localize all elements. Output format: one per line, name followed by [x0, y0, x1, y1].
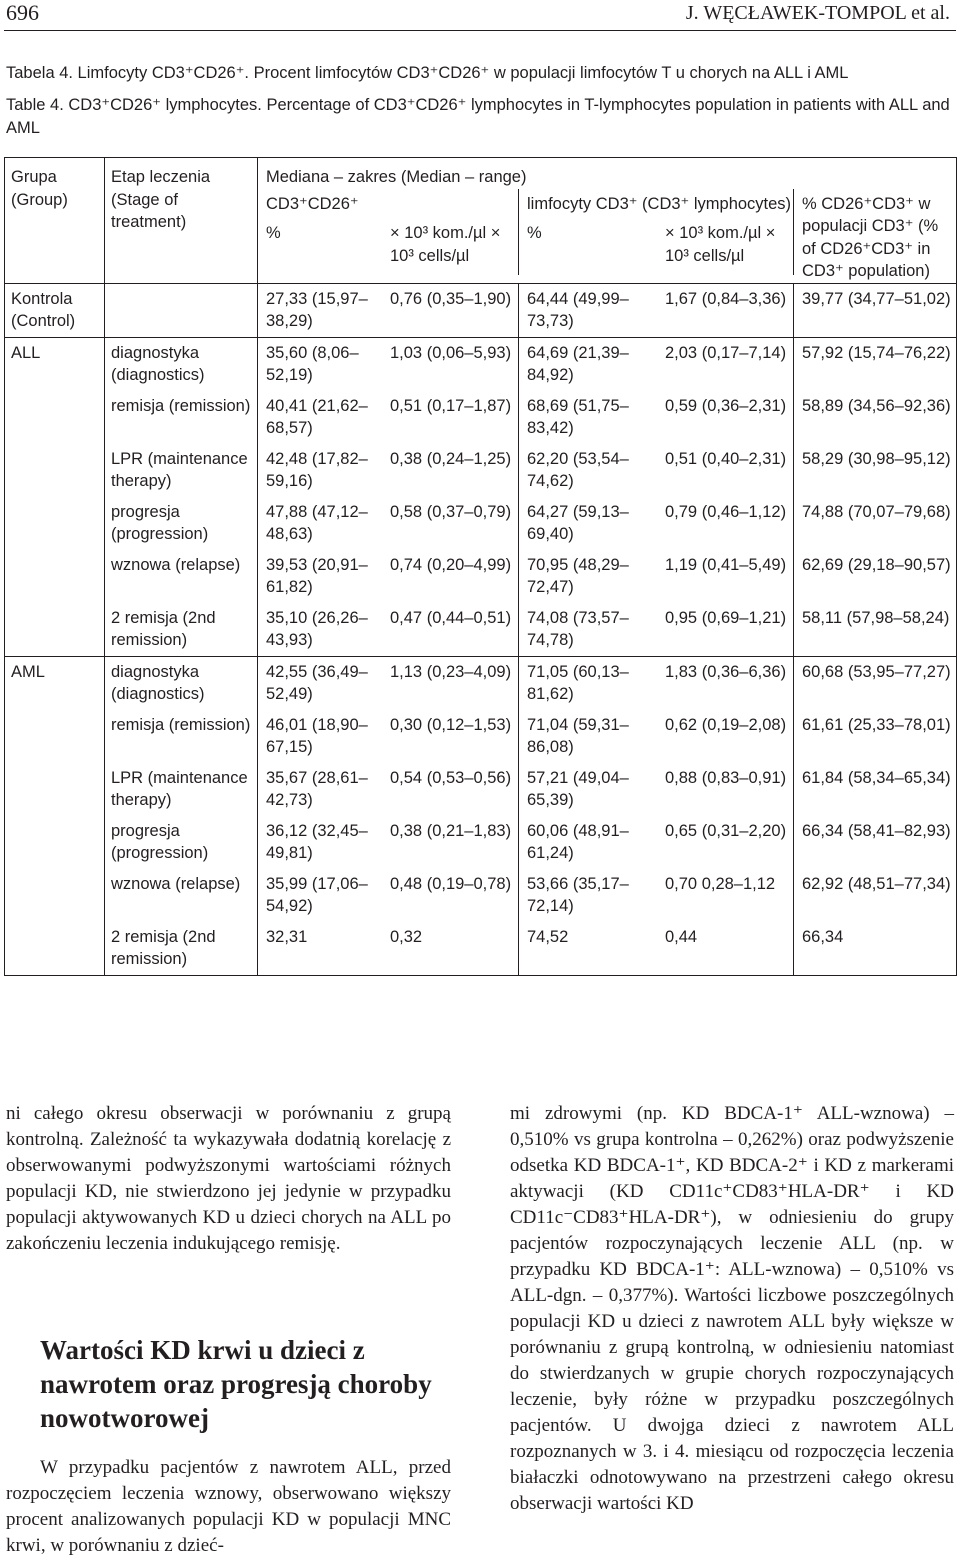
header-count-1: × 10³ kom./µl × 10³ cells/µl [382, 219, 519, 275]
cell-v4: 0,44 [657, 922, 794, 976]
cell-v1: 36,12 (32,45–49,81) [266, 821, 368, 862]
cell-v3: 64,44 (49,99–73,73) [519, 283, 658, 337]
cell-v4: 0,70 0,28–1,12 [657, 869, 794, 922]
data-table [4, 157, 957, 976]
cell-v3: 64,27 (59,13–69,40) [527, 502, 629, 543]
cell-group: Kontrola (Control) [5, 283, 105, 337]
cell-v4: 0,62 (0,19–2,08) [657, 710, 794, 763]
cell-v2: 0,48 (0,19–0,78) [382, 869, 519, 922]
cell-v4: 1,83 (0,36–6,36) [657, 656, 794, 710]
cell-stage: wznowa (relapse) [105, 550, 258, 603]
cell-v5: 66,34 (58,41–82,93) [802, 821, 951, 840]
table-row [5, 603, 957, 657]
cell-stage: 2 remisja (2nd remission) [105, 603, 258, 657]
cell-v1: 35,10 (26,26–43,93) [266, 608, 368, 649]
cell-group: ALL [5, 337, 105, 656]
cell-stage: 2 remisja (2nd remission) [105, 922, 258, 976]
cell-v5: 58,11 (57,98–58,24) [802, 608, 950, 627]
cell-v3: 64,69 (21,39–84,92) [519, 337, 658, 391]
cell-v5: 62,69 (29,18–90,57) [802, 555, 951, 574]
cell-v3: 57,21 (49,04–65,39) [527, 768, 629, 809]
header-count-2: × 10³ kom./µl × 10³ cells/µl [657, 219, 794, 275]
cell-v4: 0,65 (0,31–2,20) [657, 816, 794, 869]
header-lymphocytes: limfocyty CD3⁺ (CD3⁺ lymphocytes) [519, 189, 794, 220]
cell-v3: 74,08 (73,57–74,78) [527, 608, 629, 649]
cell-v3: 74,52 [527, 927, 569, 946]
cell-stage: diagnostyka (diagnostics) [105, 337, 258, 391]
cell-v5: 57,92 (15,74–76,22) [794, 337, 957, 391]
cell-v2: 1,03 (0,06–5,93) [382, 337, 519, 391]
cell-v5: 61,61 (25,33–78,01) [802, 715, 951, 734]
cell-v4: 0,95 (0,69–1,21) [657, 603, 794, 657]
table-body [5, 283, 957, 975]
cell-v4: 2,03 (0,17–7,14) [657, 337, 794, 391]
cell-v2: 0,38 (0,24–1,25) [382, 444, 519, 497]
cell-stage: remisja (remission) [105, 391, 258, 444]
table-row [5, 763, 957, 816]
cell-v2: 0,76 (0,35–1,90) [382, 283, 519, 337]
section-heading: Wartości KD krwi u dzieci z nawrotem oraz progresją choroby nowotworowej [40, 1335, 432, 1433]
cell-v2: 1,13 (0,23–4,09) [382, 656, 519, 710]
cell-v2: 0,47 (0,44–0,51) [382, 603, 519, 657]
cell-v1: 42,55 (36,49–52,49) [258, 656, 383, 710]
header-group: Grupa (Group) [5, 158, 105, 284]
cell-v1: 47,88 (47,12–48,63) [266, 502, 368, 543]
cell-v1: 27,33 (15,97–38,29) [258, 283, 383, 337]
cell-v1: 32,31 [266, 927, 308, 946]
cell-v4: 0,88 (0,83–0,91) [657, 763, 794, 816]
cell-v4: 0,59 (0,36–2,31) [657, 391, 794, 444]
cell-v2: 0,51 (0,17–1,87) [382, 391, 519, 444]
cell-v1: 39,53 (20,91–61,82) [266, 555, 368, 596]
cell-v5: 60,68 (53,95–77,27) [794, 656, 957, 710]
cell-v5: 58,29 (30,98–95,12) [802, 449, 951, 468]
cell-stage: progresja (progression) [105, 497, 258, 550]
page-header [0, 0, 960, 28]
running-head: J. WĘCŁAWEK-TOMPOL et al. [685, 2, 950, 24]
cell-v2: 0,74 (0,20–4,99) [382, 550, 519, 603]
header-median: Mediana – zakres (Median – range) [266, 168, 527, 186]
table-caption-english: Table 4. CD3⁺CD26⁺ lymphocytes. Percentage of CD3⁺CD26⁺ lymphocytes in T-lymphocytes population in patients with ALL and AML [6, 96, 950, 137]
table-row [5, 497, 957, 550]
cell-v4: 1,67 (0,84–3,36) [657, 283, 794, 337]
cell-v3: 71,04 (59,31–86,08) [527, 715, 629, 756]
header-pct-1: % [266, 224, 281, 243]
cell-v5: 74,88 (70,07–79,68) [802, 502, 951, 521]
cell-v1: 42,48 (17,82–59,16) [266, 449, 368, 490]
cell-v1: 35,60 (8,06–52,19) [258, 337, 383, 391]
cell-v3: 68,69 (51,75–83,42) [527, 396, 629, 437]
cell-stage: remisja (remission) [105, 710, 258, 763]
left-column-paragraph-1: ni całego okresu obserwacji w porównaniu z grupą kontrolną. Zależność ta wykazywała dodatnią korelację z obserwowanymi podwyższonymi wartościami różnych populacji KD, nie stwierdzono jej jedynie w przypadku populacji aktywowanych KD u dzieci chorych na ALL po zakończeniu leczenia indukującego remisję. [6, 1103, 451, 1254]
cell-stage [105, 283, 258, 337]
table-row [5, 337, 957, 391]
cell-v5: 58,89 (34,56–92,36) [802, 396, 951, 415]
table-row [5, 656, 957, 710]
cell-stage: progresja (progression) [105, 816, 258, 869]
cell-v4: 0,51 (0,40–2,31) [657, 444, 794, 497]
cell-stage: diagnostyka (diagnostics) [105, 656, 258, 710]
cell-v3: 62,20 (53,54–74,62) [527, 449, 629, 490]
page-number: 696 [6, 0, 39, 25]
table-caption-polish: Tabela 4. Limfocyty CD3⁺CD26⁺. Procent limfocytów CD3⁺CD26⁺ w populacji limfocytów T u chorych na ALL i AML [6, 64, 849, 82]
table-row [5, 922, 957, 976]
cell-stage: LPR (maintenance therapy) [105, 763, 258, 816]
right-column-paragraph: mi zdrowymi (np. KD BDCA-1⁺ ALL-wznowa) – 0,510% vs grupa kontrolna – 0,262%) oraz podwyższenie odsetka KD BDCA-1⁺, KD BDCA-2⁺ i KD z markerami aktywacji (KD CD11c⁺CD83⁺HLA-DR⁺ i KD CD11c⁻CD83⁺HLA-DR⁺), w odniesieniu do grupy pacjentów rozpoczynających leczenie ALL (np. w przypadku KD BDCA-1⁺: ALL-wznowa) – 0,510% vs ALL-dgn. – 0,377%). Wartości liczbowe poszczególnych populacji KD u dzieci z nawrotem ALL były większe w porównaniu z grupą kontrolną, w odniesieniu natomiast do stwierdzanych w grupie chorych rozpoczynających leczenie, były różne w przypadku poszczególnych pacjentów. U dwojga dzieci z nawrotem ALL rozpoznanych w 3. i 4. miesiącu od rozpoczęcia leczenia białaczki odnotowywano na przestrzeni całego okresu obserwacji wartości KD [510, 1103, 954, 1514]
table-row [5, 391, 957, 444]
cell-v1: 35,99 (17,06–54,92) [266, 874, 368, 915]
cell-v4: 0,79 (0,46–1,12) [657, 497, 794, 550]
cell-v2: 0,58 (0,37–0,79) [382, 497, 519, 550]
cell-v5: 66,34 [802, 927, 844, 946]
header-cd3cd26: CD3⁺CD26⁺ [258, 189, 519, 220]
table-row [5, 816, 957, 869]
cell-v5: 39,77 (34,77–51,02) [794, 283, 957, 337]
table-row [5, 283, 957, 337]
cell-v3: 60,06 (48,91–61,24) [527, 821, 629, 862]
cell-v3: 53,66 (35,17–72,14) [527, 874, 629, 915]
header-rule [4, 30, 956, 31]
cell-v2: 0,38 (0,21–1,83) [382, 816, 519, 869]
cell-v1: 46,01 (18,90–67,15) [266, 715, 368, 756]
table-row [5, 869, 957, 922]
header-stage: Etap leczenia (Stage of treatment) [105, 158, 258, 284]
cell-v2: 0,30 (0,12–1,53) [382, 710, 519, 763]
table-row [5, 550, 957, 603]
cell-v2: 0,32 [382, 922, 519, 976]
left-column-paragraph-2: W przypadku pacjentów z nawrotem ALL, przed rozpoczęciem leczenia wznowy, obserwowano większy procent analizowanych populacji KD w populacji MNC krwi, w porównaniu z dzieć- [6, 1457, 451, 1556]
cell-v5: 61,84 (58,34–65,34) [802, 768, 951, 787]
table-row [5, 710, 957, 763]
header-pct-2: % [527, 224, 542, 243]
cell-stage: wznowa (relapse) [105, 869, 258, 922]
cell-v2: 0,54 (0,53–0,56) [382, 763, 519, 816]
cell-group: AML [5, 656, 105, 975]
table-row [5, 444, 957, 497]
cell-v4: 1,19 (0,41–5,49) [657, 550, 794, 603]
cell-v3: 70,95 (48,29–72,47) [527, 555, 629, 596]
header-percent-column: % CD26⁺CD3⁺ w populacji CD3⁺ (% of CD26⁺CD3⁺ in CD3⁺ population) [802, 194, 939, 280]
cell-v5: 62,92 (48,51–77,34) [802, 874, 951, 893]
cell-v1: 35,67 (28,61–42,73) [266, 768, 368, 809]
cell-v3: 71,05 (60,13–81,62) [519, 656, 658, 710]
cell-stage: LPR (maintenance therapy) [105, 444, 258, 497]
cell-v1: 40,41 (21,62–68,57) [266, 396, 368, 437]
